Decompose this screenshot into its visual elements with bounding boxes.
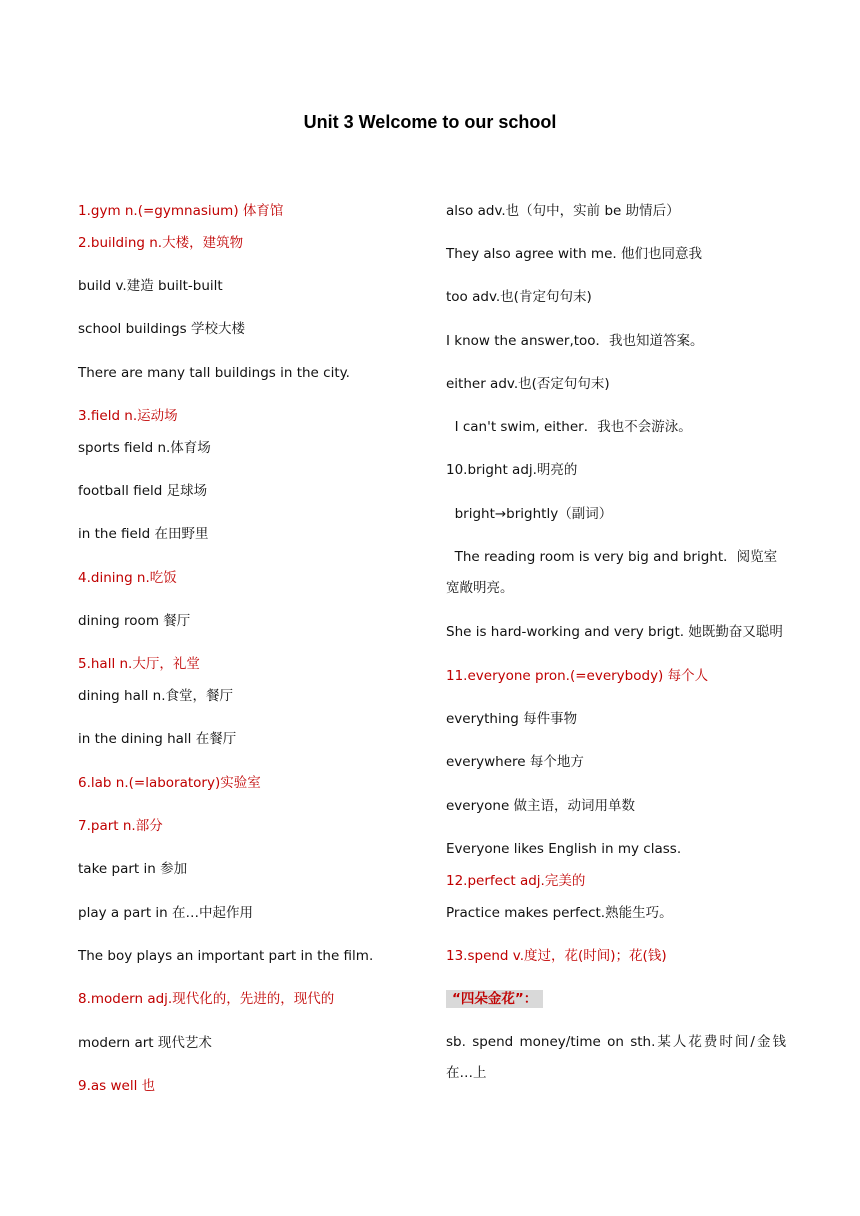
vocab-example: build v.建造 built-built — [78, 278, 223, 294]
vocab-entry: 2.building n.大楼，建筑物 — [78, 235, 244, 251]
vocab-example: They also agree with me. 他们也同意我 — [446, 246, 702, 262]
vocab-example: everything 每件事物 — [446, 711, 578, 727]
vocab-example: modern art 现代艺术 — [78, 1035, 212, 1051]
vocab-example: in the field 在田野里 — [78, 526, 209, 542]
vocab-example: dining room 餐厅 — [78, 613, 191, 629]
vocab-entry: 13.spend v.度过，花(时间)；花(钱) — [446, 948, 667, 964]
vocab-example: everyone 做主语，动词用单数 — [446, 798, 636, 814]
vocab-example: either adv.也(否定句句末) — [446, 376, 610, 392]
vocab-entry: 6.lab n.(=laboratory)实验室 — [78, 775, 261, 791]
vocab-example: play a part in 在…中起作用 — [78, 905, 254, 921]
vocab-example: sports field n.体育场 — [78, 440, 211, 456]
vocab-example: bright→brightly（副词） — [446, 506, 613, 522]
vocab-example: take part in 参加 — [78, 861, 188, 877]
highlight-heading — [446, 990, 543, 1008]
vocab-example: There are many tall buildings in the city. — [78, 365, 350, 381]
vocab-entry: 4.dining n.吃饭 — [78, 570, 177, 586]
vocab-example: in the dining hall 在餐厅 — [78, 731, 237, 747]
vocab-entry: 9.as well 也 — [78, 1078, 156, 1094]
vocab-entry: 3.field n.运动场 — [78, 408, 178, 424]
page-title: Unit 3 Welcome to our school — [303, 112, 557, 132]
vocab-example: everywhere 每个地方 — [446, 754, 584, 770]
vocab-example: football field 足球场 — [78, 483, 208, 499]
vocab-example: She is hard-working and very brigt. 她既勤奋又聪明 — [446, 624, 783, 640]
vocab-example: dining hall n.食堂，餐厅 — [78, 688, 234, 704]
vocab-example: school buildings 学校大楼 — [78, 321, 245, 337]
vocab-example: I know the answer,too．我也知道答案。 — [446, 333, 704, 349]
vocab-entry: 1.gym n.(=gymnasium) 体育馆 — [78, 203, 284, 219]
vocab-example: Practice makes perfect.熟能生巧。 — [446, 905, 673, 921]
vocab-entry: 10.bright adj.明亮的 — [446, 462, 578, 478]
vocab-entry: 5.hall n.大厅，礼堂 — [78, 656, 200, 672]
vocab-example: Everyone likes English in my class. — [446, 841, 682, 857]
vocab-example: The boy plays an important part in the film. — [78, 948, 374, 964]
vocab-entry: 11.everyone pron.(=everybody) 每个人 — [446, 668, 709, 684]
vocab-example: also adv.也（句中，实前 be 助情后） — [446, 203, 680, 219]
vocab-example: too adv.也(肯定句句末) — [446, 289, 592, 305]
vocab-entry: 8.modern adj.现代化的，先进的，现代的 — [78, 991, 335, 1007]
vocab-entry: 7.part n.部分 — [78, 818, 163, 834]
vocab-entry: 12.perfect adj.完美的 — [446, 873, 586, 889]
highlight-label: “四朵金花”： — [446, 990, 543, 1008]
vocab-example: The reading room is very big and bright．阅览室宽敞明亮。 — [446, 549, 778, 596]
vocab-example: I can't swim, either．我也不会游泳。 — [446, 419, 692, 435]
vocab-example: sb. spend money/time on sth.某人花费时间/金钱在…上 — [446, 1034, 786, 1081]
